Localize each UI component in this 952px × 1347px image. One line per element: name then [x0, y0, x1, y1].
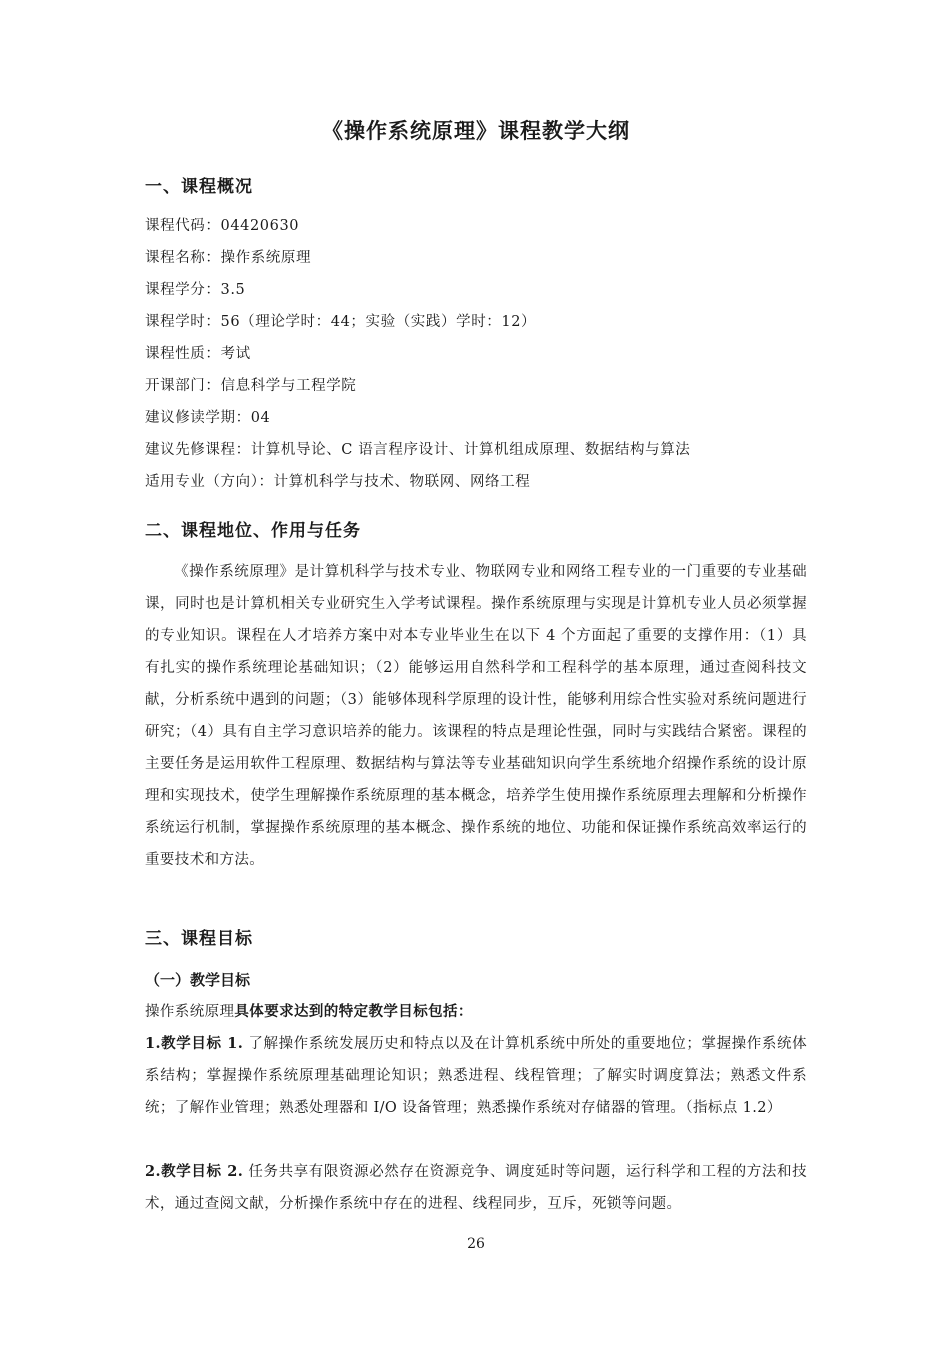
subheading-teaching-goals: （一）教学目标 — [145, 971, 251, 989]
course-prerequisites: 建议先修课程：计算机导论、C 语言程序设计、计算机组成原理、数据结构与算法 — [145, 442, 691, 458]
course-hours: 课程学时：56（理论学时：44；实验（实践）学时：12） — [145, 314, 537, 330]
course-department: 开课部门：信息科学与工程学院 — [145, 378, 357, 394]
page-number: 26 — [467, 1236, 485, 1252]
teaching-goal-2-label: 2.教学目标 2. — [145, 1163, 244, 1180]
section-heading-course-role: 二、课程地位、作用与任务 — [145, 521, 361, 541]
teaching-goal-2 — [145, 1156, 807, 1220]
course-role-paragraph: 《操作系统原理》是计算机科学与技术专业、物联网专业和网络工程专业的一门重要的专业基础课，同时也是计算机相关专业研究生入学考试课程。操作系统原理与实现是计算机专业人员必须掌握的专业知识。课程在人才培养方案中对本专业毕业生在以下 4 个方面起了重要的支撑作用：（1）具有扎实的操作系统理论基础知识；（2）能够运用自然科学和工程科学的基本原理，通过查阅科技文献，分析系统中遇到的问题；（3）能够体现科学原理的设计性，能够利用综合性实验对系统问题进行研究；（4）具有自主学习意识培养的能力。该课程的特点是理论性强，同时与实践结合紧密。课程的主要任务是运用软件工程原理、数据结构与算法等专业基础知识向学生系统地介绍操作系统的设计原理和实现技术，使学生理解操作系统原理的基本概念，培养学生使用操作系统原理去理解和分析操作系统运行机制，掌握操作系统原理的基本概念、操作系统的地位、功能和保证操作系统高效率运行的重要技术和方法。 — [145, 564, 807, 868]
teaching-goal-1-text: 了解操作系统发展历史和特点以及在计算机系统中所处的重要地位；掌握操作系统体系结构；掌握操作系统原理基础理论知识；熟悉进程、线程管理；了解实时调度算法；熟悉文件系统；了解作业管理；熟悉处理器和 I/O 设备管理；熟悉操作系统对存储器的管理。（指标点 1.2） — [145, 1036, 807, 1116]
course-credits: 课程学分：3.5 — [145, 282, 246, 298]
course-name: 课程名称：操作系统原理 — [145, 250, 312, 266]
section-heading-course-goals: 三、课程目标 — [145, 929, 253, 949]
course-semester: 建议修读学期：04 — [145, 410, 271, 426]
goals-intro — [145, 996, 807, 1028]
teaching-goal-2-text: 任务共享有限资源必然存在资源竞争、调度延时等问题，运行科学和工程的方法和技术，通过查阅文献，分析操作系统中存在的进程、线程同步，互斥，死锁等问题。 — [145, 1164, 807, 1212]
goals-intro-bold: 具体要求达到的特定教学目标包括： — [234, 1003, 473, 1020]
course-nature: 课程性质：考试 — [145, 346, 251, 362]
goals-intro-plain: 操作系统原理 — [145, 1004, 235, 1020]
teaching-goal-1-label: 1.教学目标 1. — [145, 1035, 244, 1052]
course-code: 课程代码：04420630 — [145, 218, 300, 234]
teaching-goal-1 — [145, 1028, 807, 1124]
course-info-list — [145, 214, 690, 502]
document-title: 《操作系统原理》课程教学大纲 — [322, 118, 630, 143]
course-majors: 适用专业（方向）：计算机科学与技术、物联网、网络工程 — [145, 474, 531, 490]
section-heading-course-overview: 一、课程概况 — [145, 177, 253, 197]
